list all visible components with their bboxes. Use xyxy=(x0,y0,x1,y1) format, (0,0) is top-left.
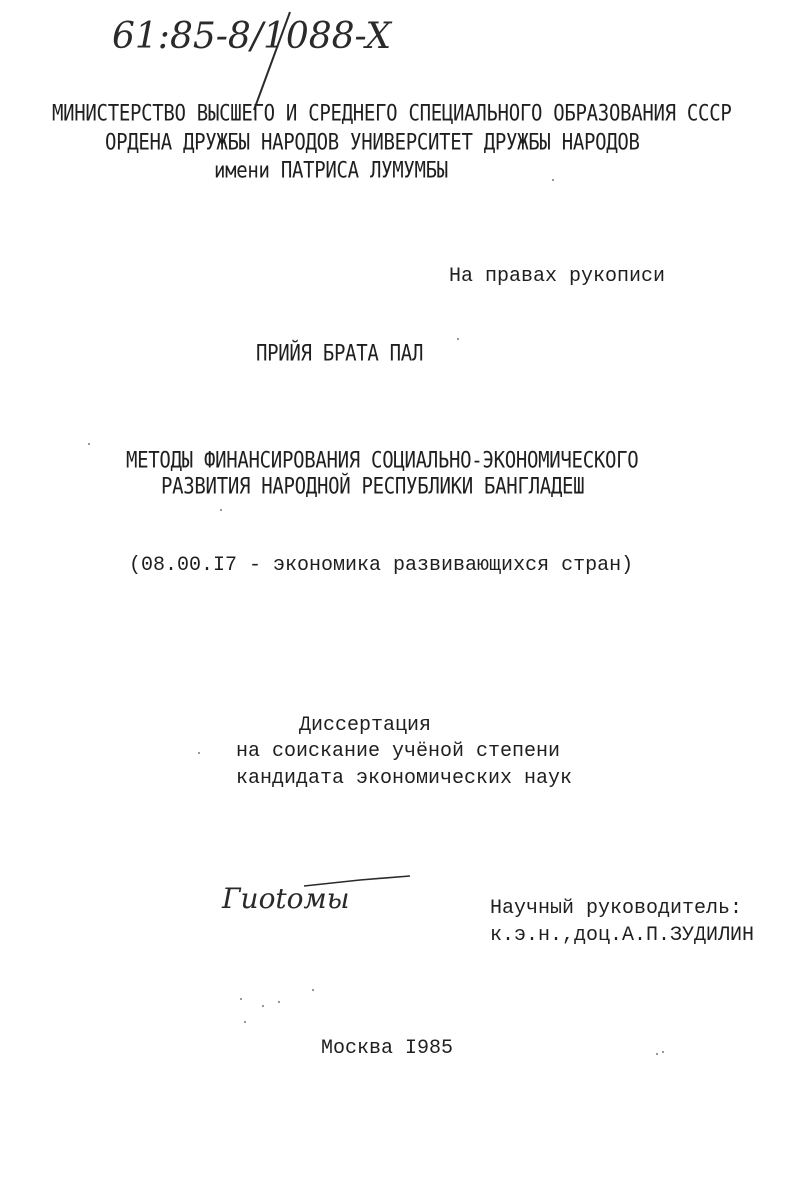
manuscript-note: На правах рукописи xyxy=(449,265,666,288)
dissertation-title-line-1: МЕТОДЫ ФИНАНСИРОВАНИЯ СОЦИАЛЬНО-ЭКОНОМИЧЕСКОГО xyxy=(126,447,639,474)
scan-speck xyxy=(457,338,459,340)
dissertation-title-line-2: РАЗВИТИЯ НАРОДНОЙ РЕСПУБЛИКИ БАНГЛАДЕШ xyxy=(161,473,585,500)
scan-speck xyxy=(552,179,554,181)
author-name: ПРИЙЯ БРАТА ПАЛ xyxy=(256,340,424,367)
ministry-line: МИНИСТЕРСТВО ВЫСШЕГО И СРЕДНЕГО СПЕЦИАЛЬНОГО ОБРАЗОВАНИЯ СССР xyxy=(52,100,732,127)
scan-speck xyxy=(262,1005,264,1007)
supervisor-label: Научный руководитель: xyxy=(490,897,743,920)
signature-underline xyxy=(300,874,440,894)
archive-code: 61:85-8/1088-X xyxy=(112,16,392,57)
degree-line-1: Диссертация xyxy=(299,714,432,737)
supervisor-signature: Гиоtoмы xyxy=(222,882,350,915)
specialty-code: (08.00.I7 - экономика развивающихся стран) xyxy=(129,554,634,577)
supervisor-name: к.э.н.,доц.А.П.ЗУДИЛИН xyxy=(490,924,755,947)
degree-line-3: кандидата экономических наук xyxy=(236,767,573,790)
scan-speck xyxy=(88,443,90,445)
scan-speck xyxy=(244,1021,246,1023)
degree-line-2: на соискание учёной степени xyxy=(236,740,561,763)
city-year: Москва I985 xyxy=(321,1037,454,1060)
scan-speck xyxy=(240,998,242,1000)
university-line: ОРДЕНА ДРУЖБЫ НАРОДОВ УНИВЕРСИТЕТ ДРУЖБЫ НАРОДОВ xyxy=(105,129,640,156)
scan-speck xyxy=(312,989,314,991)
scan-speck xyxy=(662,1051,664,1053)
scan-speck xyxy=(198,752,200,754)
scan-speck xyxy=(278,1001,280,1003)
university-name-line: имени ПАТРИСА ЛУМУМБЫ xyxy=(214,157,448,184)
scan-speck xyxy=(220,509,222,511)
scan-speck xyxy=(656,1053,658,1055)
